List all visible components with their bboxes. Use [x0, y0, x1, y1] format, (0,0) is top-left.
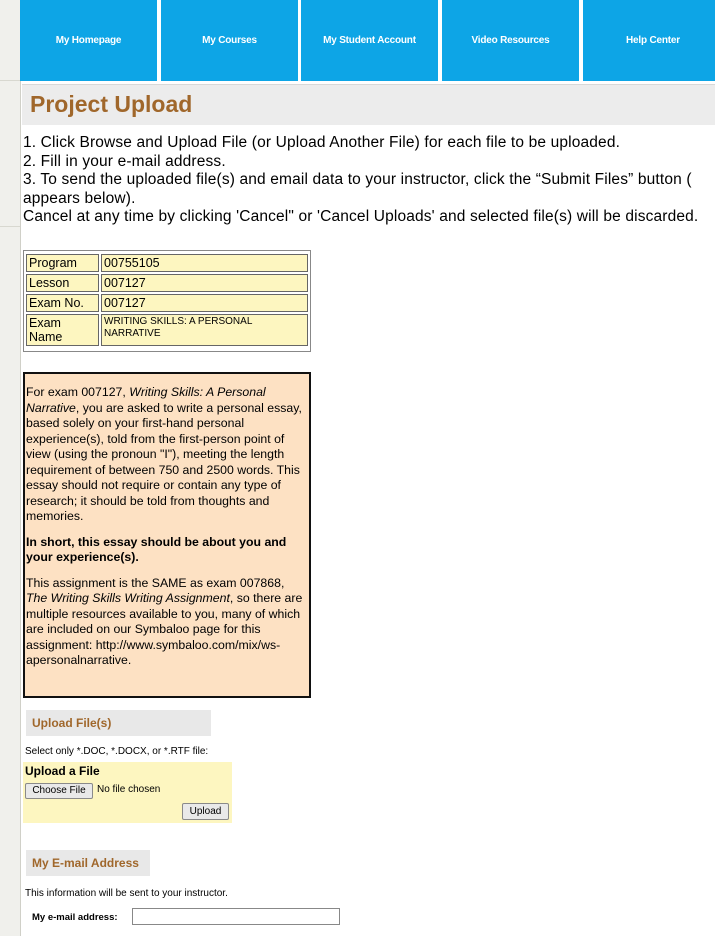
no-file-status: No file chosen [97, 784, 161, 795]
exam-no-value: 007127 [101, 294, 308, 312]
exam-info-table [23, 250, 311, 352]
page-title-bar [22, 84, 715, 125]
instructions [23, 134, 715, 227]
instruction-line: 1. Click Browse and Upload File (or Upload Another File) for each file to be uploaded. [23, 134, 621, 151]
email-field-label: My e-mail address: [32, 912, 118, 923]
lesson-value: 007127 [101, 274, 308, 292]
description-paragraph-1: For exam 007127, Writing Skills: A Personal Narrative, you are asked to write a personal essay, based solely on your first-hand personal experience(s), told from the first-person point of view (using the pronoun "I"), meeting the length requirement of between 750 and 2500 words. This essay should not require or contain any type of research; it should be told from thoughts and memories. [26, 385, 302, 523]
nav-my-homepage[interactable]: My Homepage [20, 0, 157, 81]
program-value: 00755105 [101, 254, 308, 272]
email-address-heading: My E-mail Address [26, 850, 150, 876]
nav-my-student-account[interactable]: My Student Account [301, 0, 438, 81]
upload-files-heading: Upload File(s) [26, 710, 211, 736]
exam-no-label: Exam No. [26, 294, 99, 312]
nav-help-center[interactable]: Help Center [583, 0, 715, 81]
upload-file-box [23, 762, 232, 823]
nav-my-courses[interactable]: My Courses [161, 0, 298, 81]
choose-file-button[interactable]: Choose File [25, 783, 93, 799]
page-title: Project Upload [30, 91, 193, 117]
email-input[interactable] [132, 908, 340, 925]
exam-name-label: Exam Name [26, 314, 99, 346]
file-type-hint: Select only *.DOC, *.DOCX, or *.RTF file: [25, 746, 209, 757]
upload-box-label: Upload a File [25, 764, 100, 778]
nav-video-resources[interactable]: Video Resources [442, 0, 579, 81]
top-navigation [20, 0, 715, 81]
instruction-line: appears below). [23, 189, 136, 207]
assignment-description [23, 372, 311, 698]
left-margin-strip [0, 0, 21, 936]
lesson-label: Lesson [26, 274, 99, 292]
instruction-line: Cancel at any time by clicking 'Cancel" or 'Cancel Uploads' and selected file(s) will be discarded. [23, 208, 699, 226]
program-label: Program [26, 254, 99, 272]
description-paragraph-2: In short, this essay should be about you and your experience(s). [26, 534, 287, 564]
description-paragraph-3: This assignment is the SAME as exam 007868, The Writing Skills Writing Assignment, so there are multiple resources available to you, many of which are included on our Symbaloo page for this assignment: http://www.symbaloo.com/mix/ws-apersonalnarrative. [26, 575, 303, 667]
upload-button[interactable]: Upload [182, 803, 229, 820]
instruction-line: 2. Fill in your e-mail address. [23, 152, 226, 170]
exam-name-value: WRITING SKILLS: A PERSONAL NARRATIVE [101, 314, 308, 346]
email-info-text: This information will be sent to your instructor. [25, 888, 228, 899]
instruction-line: 3. To send the uploaded file(s) and email data to your instructor, click the “Submit Files” button ( [23, 171, 692, 189]
